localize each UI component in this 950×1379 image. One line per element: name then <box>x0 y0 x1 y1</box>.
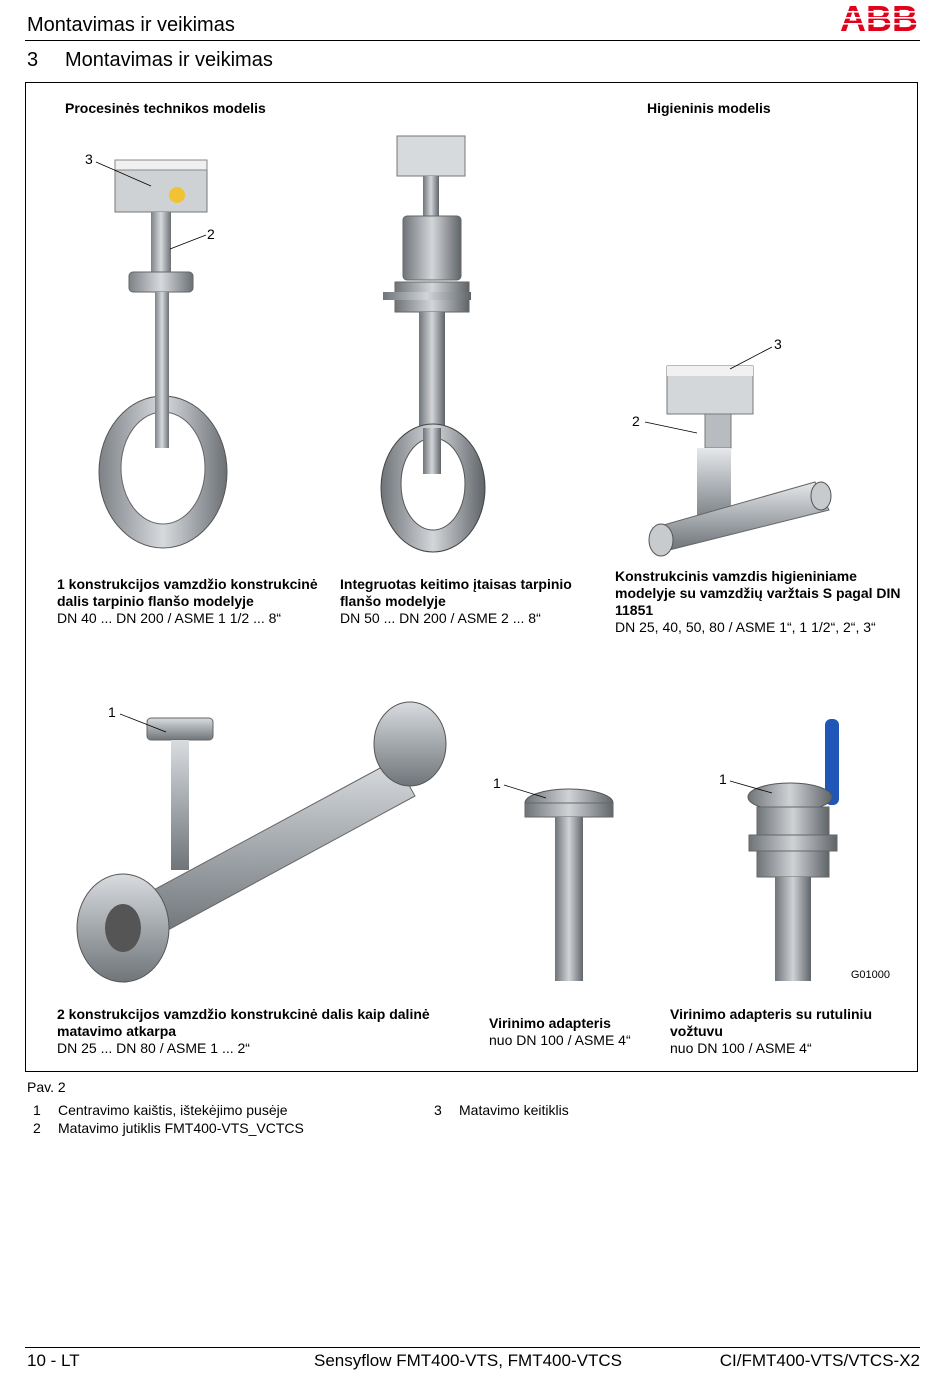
caption-top-3-range: DN 25, 40, 50, 80 / ASME 1“, 1 1/2“, 2“, 3“ <box>615 619 876 635</box>
header-rule <box>25 40 920 41</box>
callout-a3: 3 <box>85 151 93 167</box>
footer-document-id: CI/FMT400-VTS/VTCS-X2 <box>719 1351 920 1370</box>
caption-top-1-range: DN 40 ... DN 200 / ASME 1 1/2 ... 8“ <box>57 610 282 626</box>
legend-number: 3 <box>434 1102 442 1118</box>
caption-bottom-3-range: nuo DN 100 / ASME 4“ <box>670 1040 812 1056</box>
footer-product-name: Sensyflow FMT400-VTS, FMT400-VTCS <box>314 1351 622 1370</box>
section-number: 3 <box>27 49 39 71</box>
caption-bottom-2-title: Virinimo adapteris <box>489 1015 611 1031</box>
caption-top-1 <box>57 576 327 627</box>
legend-number: 2 <box>33 1120 41 1136</box>
caption-top-2-range: DN 50 ... DN 200 / ASME 2 ... 8“ <box>340 610 541 626</box>
caption-top-3 <box>615 568 910 636</box>
ball-valve-adapter-illustration <box>745 715 855 985</box>
caption-bottom-3-title: Virinimo adapteris su rutuliniu vožtuvu <box>670 1006 872 1039</box>
callout-h2: 2 <box>632 413 640 429</box>
footer-rule <box>25 1347 920 1348</box>
caption-top-2-title: Integruotas keitimo įtaisas tarpinio flanšo modelyje <box>340 576 572 609</box>
weld-adapter-illustration <box>523 785 618 985</box>
legend-text: Matavimo keitiklis <box>459 1102 569 1118</box>
caption-top-1-title: 1 konstrukcijos vamzdžio konstrukcinė dalis tarpinio flanšo modelyje <box>57 576 318 609</box>
legend-number: 1 <box>33 1102 41 1118</box>
legend-text: Matavimo jutiklis FMT400-VTS_VCTCS <box>58 1120 304 1136</box>
legend-text: Centravimo kaištis, ištekėjimo pusėje <box>58 1102 288 1118</box>
hygienic-pipe-illustration <box>645 350 845 550</box>
caption-bottom-2-range: nuo DN 100 / ASME 4“ <box>489 1032 631 1048</box>
wafer-sensor-illustration <box>95 150 235 560</box>
column-heading-process: Procesinės technikos modelis <box>65 100 266 116</box>
caption-bottom-2 <box>489 1015 659 1049</box>
column-heading-hygienic: Higieninis modelis <box>647 100 771 116</box>
section-title: Montavimas ir veikimas <box>65 49 273 71</box>
header-title: Montavimas ir veikimas <box>27 14 235 36</box>
footer-page-number: 10 - LT <box>27 1351 80 1370</box>
caption-top-3-title: Konstrukcinis vamzdis higieniniame modelyje su vamzdžių varžtais S pagal DIN 11851 <box>615 568 901 618</box>
figure-code: G01000 <box>850 969 890 981</box>
caption-top-2 <box>340 576 590 627</box>
callout-d1: 1 <box>719 771 727 787</box>
inlet-section-illustration <box>75 700 455 990</box>
callout-a2: 2 <box>207 226 215 242</box>
caption-bottom-1-title: 2 konstrukcijos vamzdžio konstrukcinė dalis kaip dalinė matavimo atkarpa <box>57 1006 430 1039</box>
exchange-device-illustration <box>375 128 505 558</box>
callout-b1: 1 <box>108 704 116 720</box>
caption-bottom-1-range: DN 25 ... DN 80 / ASME 1 ... 2“ <box>57 1040 250 1056</box>
figure-label: Pav. 2 <box>27 1079 66 1095</box>
abb-logo <box>838 2 920 34</box>
caption-bottom-3 <box>670 1006 900 1057</box>
callout-h3: 3 <box>774 336 782 352</box>
callout-c1: 1 <box>493 775 501 791</box>
caption-bottom-1 <box>57 1006 447 1057</box>
